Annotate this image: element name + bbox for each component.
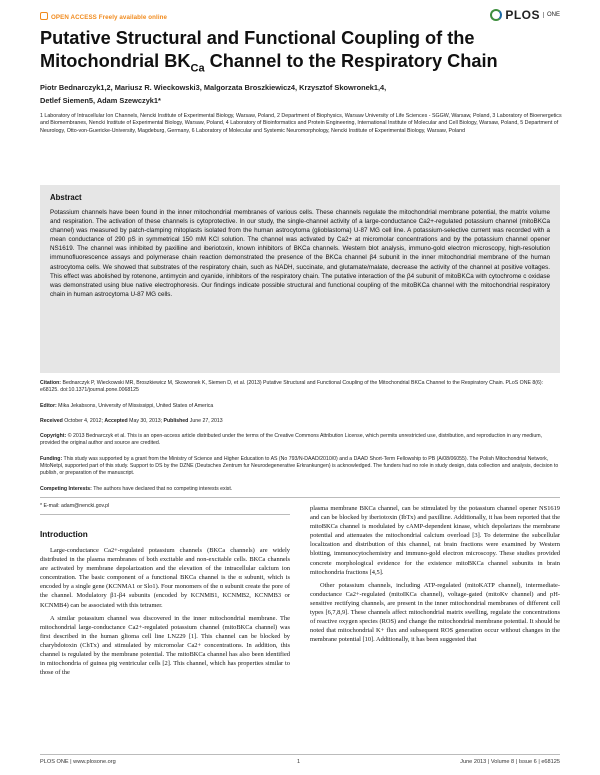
- title-line-2-post: Channel to the Respiratory Chain: [204, 51, 498, 71]
- meta-divider: [40, 497, 560, 498]
- intro-paragraph-4: Other potassium channels, including ATP-regulated (mitoKATP channel), intermediate-conductance Ca2+-regulated (mitoIKCa channel), voltage-gated (mitoKv channel) and pH-sensitive rectifying channels, are present in the inner mitochondrial membranes of different cell types [6,7,8,9]. These channels affect mitochondrial matrix swelling, regulate the concentrations of reactive oxygen species (ROS) and change the mitochondrial membrane potential. It should be noted that mitochondrial K+ flux and subsequent ROS generation occur without changes in the membrane potential [10]. Additionally, it has been suggested that: [310, 581, 560, 644]
- open-access-lock-icon: [40, 12, 48, 20]
- abstract-text: Potassium channels have been found in the inner mitochondrial membranes of various cells. These channels regulate the mitochondrial membrane potential, the matrix volume and respiration. The activation of these channels is cytoprotective. In our study, the single-channel activity of a large-conductance Ca2+-regulated potassium channel (mitoBKCa channel) was measured by patch-clamping mitoplasts isolated from the human astrocytoma (glioblastoma) U-87 MG cell line. A potassium-selective current was recorded with a mean conductance of 290 pS in symmetrical 150 mM KCl solution. The channel was activated by Ca2+ at micromolar concentrations and by the potassium channel opener NS1619. The channel was inhibited by paxilline and iberiotoxin, known inhibitors of BKCa channels. Western blot analysis, immuno-gold electron microscopy, high-resolution immunofluorescence assays and polymerase chain reaction demonstrated the presence of the BKCa channel β4 subunit in the inner mitochondrial membrane of the human astrocytoma cells. We showed that substrates of the respiratory chain, such as NADH, succinate, and glutamate/malate, decrease the activity of the channel at positive voltages. This effect was abolished by rotenone, antimycin and cyanide, inhibitors of the respiratory chain. The putative interaction of the β4 subunit of mitoBKCa with cytochrome c oxidase was demonstrated using blue native electrophoresis. Our findings indicate possible structural and functional coupling of the mitoBKCa channel with the mitochondrial respiratory chain in human astrocytoma U-87 MG cells.: [50, 209, 550, 298]
- intro-paragraph-3: plasma membrane BKCa channel, can be stimulated by the potassium channel opener NS1619 and can be blocked by iberiotoxin (IbTx) and paxilline. Additionally, it has been reported that the mitoBKCa channel is modulated by cAMP-dependent kinase, which depolarizes the membrane potential and attenuates the mitochondrial calcium overload [3]. To determine the subcellular localization and distribution of this channel, rat brain fractions were examined by Western blotting, immunocytochemistry and immuno-gold electron microscopy. These studies provided concrete morphological evidence for the existence mitoBKCa channel subunits in brain mitochondria fractions [4,5].: [310, 505, 560, 576]
- plos-wordmark: PLOS: [505, 8, 540, 22]
- footer-page-number: 1: [297, 759, 301, 765]
- footer-issue: June 2013 | Volume 8 | Issue 6 | e68125: [460, 759, 560, 765]
- one-wordmark: ONE: [543, 12, 560, 18]
- abstract-heading: Abstract: [50, 193, 82, 202]
- intro-paragraph-1: Large-conductance Ca2+-regulated potassium channels (BKCa channels) are widely distributed in the plasma membranes of both excitable and non-excitable cells. BKCa channels are activated by membrane depolarization and the elevation of the intracellular calcium ion concentration. The basic component of a functional BKCa channel is the α subunit, which is encoded by a single gene (KCNMA1 or Slo1). Four monomers of the α subunit create the pore of the channel. Modulatory β1-β4 subunits (encoded by KCNMB1, KCNMB2, KCNMB3 or KCNMB4) can be associated with this tetramer.: [40, 547, 290, 609]
- intro-right-column: [310, 504, 560, 648]
- intro-paragraph-2: A similar potassium channel was discovered in the inner mitochondrial membrane. The mitochondrial large-conductance Ca2+-regulated potassium channel (mitoBKCa channel) was first described in the human glioma cell line LN229 [1]. This channel can be blocked by charybdotoxin (ChTx) and stimulated by micromolar Ca2+ concentrations. In addition, this channel is regulated by the membrane potential. The mitoBKCa channel has also been identified in mitochondria of guinea pig ventricular cells [2]. This channel, which has properties similar to those of the: [40, 614, 290, 677]
- article-title: [40, 27, 560, 81]
- footer-journal[interactable]: PLOS ONE | www.plosone.org: [40, 759, 116, 765]
- dates: [40, 418, 560, 425]
- footer-divider: [40, 754, 560, 755]
- copyright-label: Copyright:: [40, 433, 67, 439]
- editor: [40, 403, 560, 410]
- affiliations: 1 Laboratory of Intracellular Ion Channels, Nencki Institute of Experimental Biology, Warsaw, Poland, 2 Department of Biophysics, Warsaw University of Life Sciences - SGGW, Warsaw, Poland, 3 Laboratory of Bioenergetics and Biomembranes, Nencki Institute of Experimental Biology, Warsaw, Poland, 4 Laboratory of Bioinformatics and Protein Engineering, International Institute of Molecular and Cell Biology, Warsaw, Poland, 5 Department of Neurology, Otto-von-Guericke-University, Magdeburg, Germany, 6 Laboratory of Molecular and Systemic Neuromorphology, Nencki Institute of Experimental Biology, Warsaw, Poland: [40, 113, 562, 134]
- received-date: October 4, 2012;: [64, 418, 103, 424]
- funding-label: Funding:: [40, 456, 63, 462]
- published-label: Published: [163, 418, 189, 424]
- email-divider: [40, 514, 290, 515]
- funding: [40, 456, 560, 478]
- copyright-text: © 2013 Bednarczyk et al. This is an open-access article distributed under the terms of the Creative Commons Attribution License, which permits unrestricted use, distribution, and reproduction in any medium, provided the original author and source are credited.: [40, 433, 542, 447]
- title-line-2: [40, 50, 560, 81]
- citation: [40, 380, 560, 394]
- intro-left-column: [40, 546, 290, 681]
- funding-text: This study was supported by a grant from the Ministry of Science and Higher Education to AS (No 793/N-DAAD/2010/0) and a DAAD Short-Term Fellowship to PB (A/08/06055). The Polish Mitochondrial Network, MitoNetpl, supported part of this study. Support to DS by the DZNE (Deutsches Zentrum fur Neurodegenerative Erkrankungen) is acknowledged. The funders had no role in study design, data collection and analysis, decision to publish, or preparation of the manuscript.: [40, 456, 559, 477]
- editor-label: Editor:: [40, 403, 57, 409]
- accepted-date: May 30, 2013;: [129, 418, 163, 424]
- published-date: June 27, 2013: [189, 418, 223, 424]
- title-line-1: Putative Structural and Functional Coupling of the: [40, 28, 475, 48]
- competing-interests: [40, 486, 560, 493]
- accepted-label: Accepted: [104, 418, 128, 424]
- author-line-2: Detlef Siemen5, Adam Szewczyk1*: [40, 96, 161, 105]
- title-line-2-sub: Ca: [190, 62, 205, 75]
- copyright: [40, 433, 560, 447]
- open-access-label: OPEN ACCESS Freely available online: [51, 14, 168, 21]
- introduction-heading: Introduction: [40, 530, 88, 539]
- plos-swirl-icon: [490, 9, 502, 21]
- competing-label: Competing Interests:: [40, 486, 92, 492]
- competing-text: The authors have declared that no competing interests exist.: [93, 486, 233, 492]
- plos-one-logo[interactable]: [490, 8, 560, 22]
- citation-text: Bednarczyk P, Wieckowski MR, Broszkiewicz M, Skowronek K, Siemen D, et al. (2013) Putative Structural and Functional Coupling of the Mitochondrial BKCa Channel to the Respiratory Chain. PLoS ONE 8(6): e68125. doi:10.1371/journal.pone.0068125: [40, 380, 544, 394]
- citation-label: Citation:: [40, 380, 62, 386]
- author-line-1: Piotr Bednarczyk1,2, Mariusz R. Wieckowski3, Malgorzata Broszkiewicz4, Krzysztof Skowronek1,4,: [40, 83, 387, 92]
- open-access-banner: [40, 12, 167, 21]
- author-list: [40, 81, 570, 107]
- corresponding-email[interactable]: * E-mail: adam@nencki.gov.pl: [40, 503, 110, 509]
- editor-text: Mika Jekabsons, University of Mississippi, United States of America: [58, 403, 214, 409]
- title-line-2-pre: Mitochondrial BK: [40, 51, 191, 71]
- received-label: Received: [40, 418, 63, 424]
